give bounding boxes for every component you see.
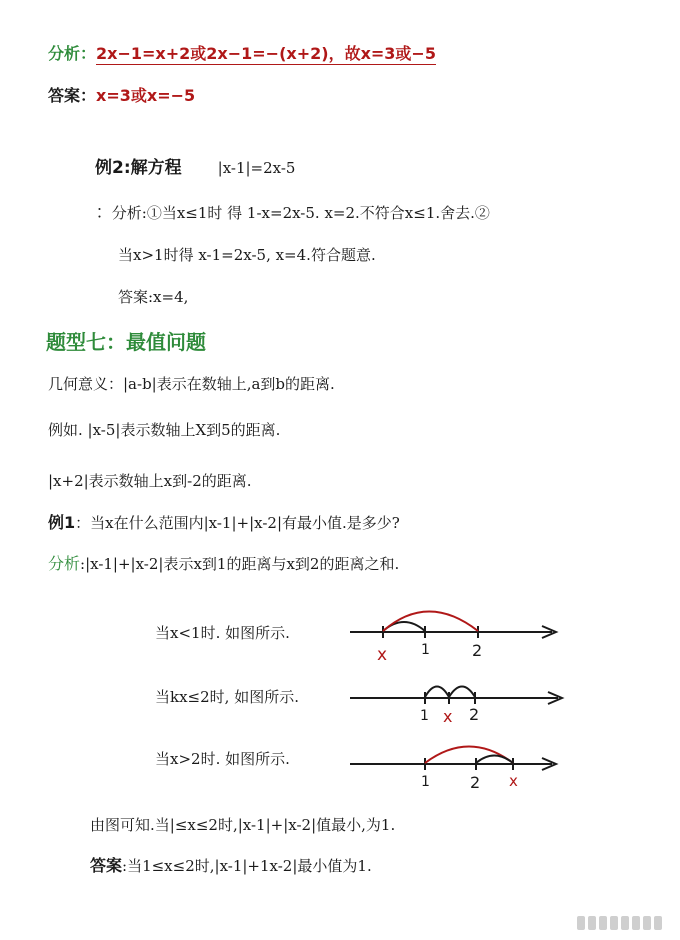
example-line-2: |x+2|表示数轴上x到-2的距离. xyxy=(48,472,252,490)
final-answer xyxy=(90,858,372,874)
case-3-text: 当x>2时. 如图所示. xyxy=(155,750,290,768)
example1-analysis-text: :|x-1|+|x-2|表示x到1的距离与x到2的距离之和. xyxy=(80,555,400,573)
case-2-label-2: 2 xyxy=(469,705,480,724)
example1-question-text: ：当x在什么范围内|x-1|+|x-2|有最小值.是多少? xyxy=(75,514,400,532)
example2-line1: ∶ 分析:①当x≤1时 得 1-x=2x-5. x=2.不符合x≤1.舍去.② xyxy=(92,204,490,222)
answer-text: x=3或x=−5 xyxy=(96,86,196,105)
conclusion: 由图可知.当|≤x≤2时,|x-1|+|x-2|值最小,为1. xyxy=(90,816,396,834)
example2-equation: |x-1|=2x-5 xyxy=(217,159,296,177)
example2-title: 例2:解方程 xyxy=(95,158,182,178)
example2-line2: 当x>1时得 x-1=2x-5, x=4.符合题意. xyxy=(118,246,376,264)
number-line-3 xyxy=(350,747,556,793)
example1-label: 例1 xyxy=(48,513,76,532)
example-line: 例如. |x-5|表示数轴上X到5的距离. xyxy=(48,421,281,439)
case-3-label-x: x xyxy=(509,772,518,790)
case-1-label-1: 1 xyxy=(421,642,430,658)
answer-label: 答案： xyxy=(48,86,97,105)
analysis-text: 2x−1=x+2或2x−1=−(x+2)，故x=3或−5 xyxy=(96,44,436,63)
watermark-bars xyxy=(577,916,662,930)
number-line-2 xyxy=(350,687,562,727)
final-answer-text: :当1≤x≤2时,|x-1|+1x-2|最小值为1. xyxy=(122,857,372,875)
section7-heading: 题型七：最值问题 xyxy=(46,330,206,354)
analysis-label: 分析： xyxy=(48,44,97,63)
case-1-label-x: x xyxy=(377,645,388,665)
case-3-label-1: 1 xyxy=(421,774,430,790)
case-3-label-2: 2 xyxy=(470,773,481,792)
number-line-1 xyxy=(350,612,556,666)
case-2-label-x: x xyxy=(443,707,453,726)
example2-answer: 答案:x=4, xyxy=(118,288,189,306)
final-answer-label: 答案 xyxy=(90,856,123,875)
case-1-text: 当x<1时. 如图所示. xyxy=(155,624,290,642)
case-2-label-1: 1 xyxy=(420,708,429,724)
example1-analysis-label: 分析 xyxy=(48,554,81,573)
case-2-text: 当kx≤2时, 如图所示. xyxy=(155,688,299,706)
geometric-meaning: 几何意义：|a-b|表示在数轴上,a到b的距离. xyxy=(48,375,335,393)
case-1-label-2: 2 xyxy=(472,641,483,660)
